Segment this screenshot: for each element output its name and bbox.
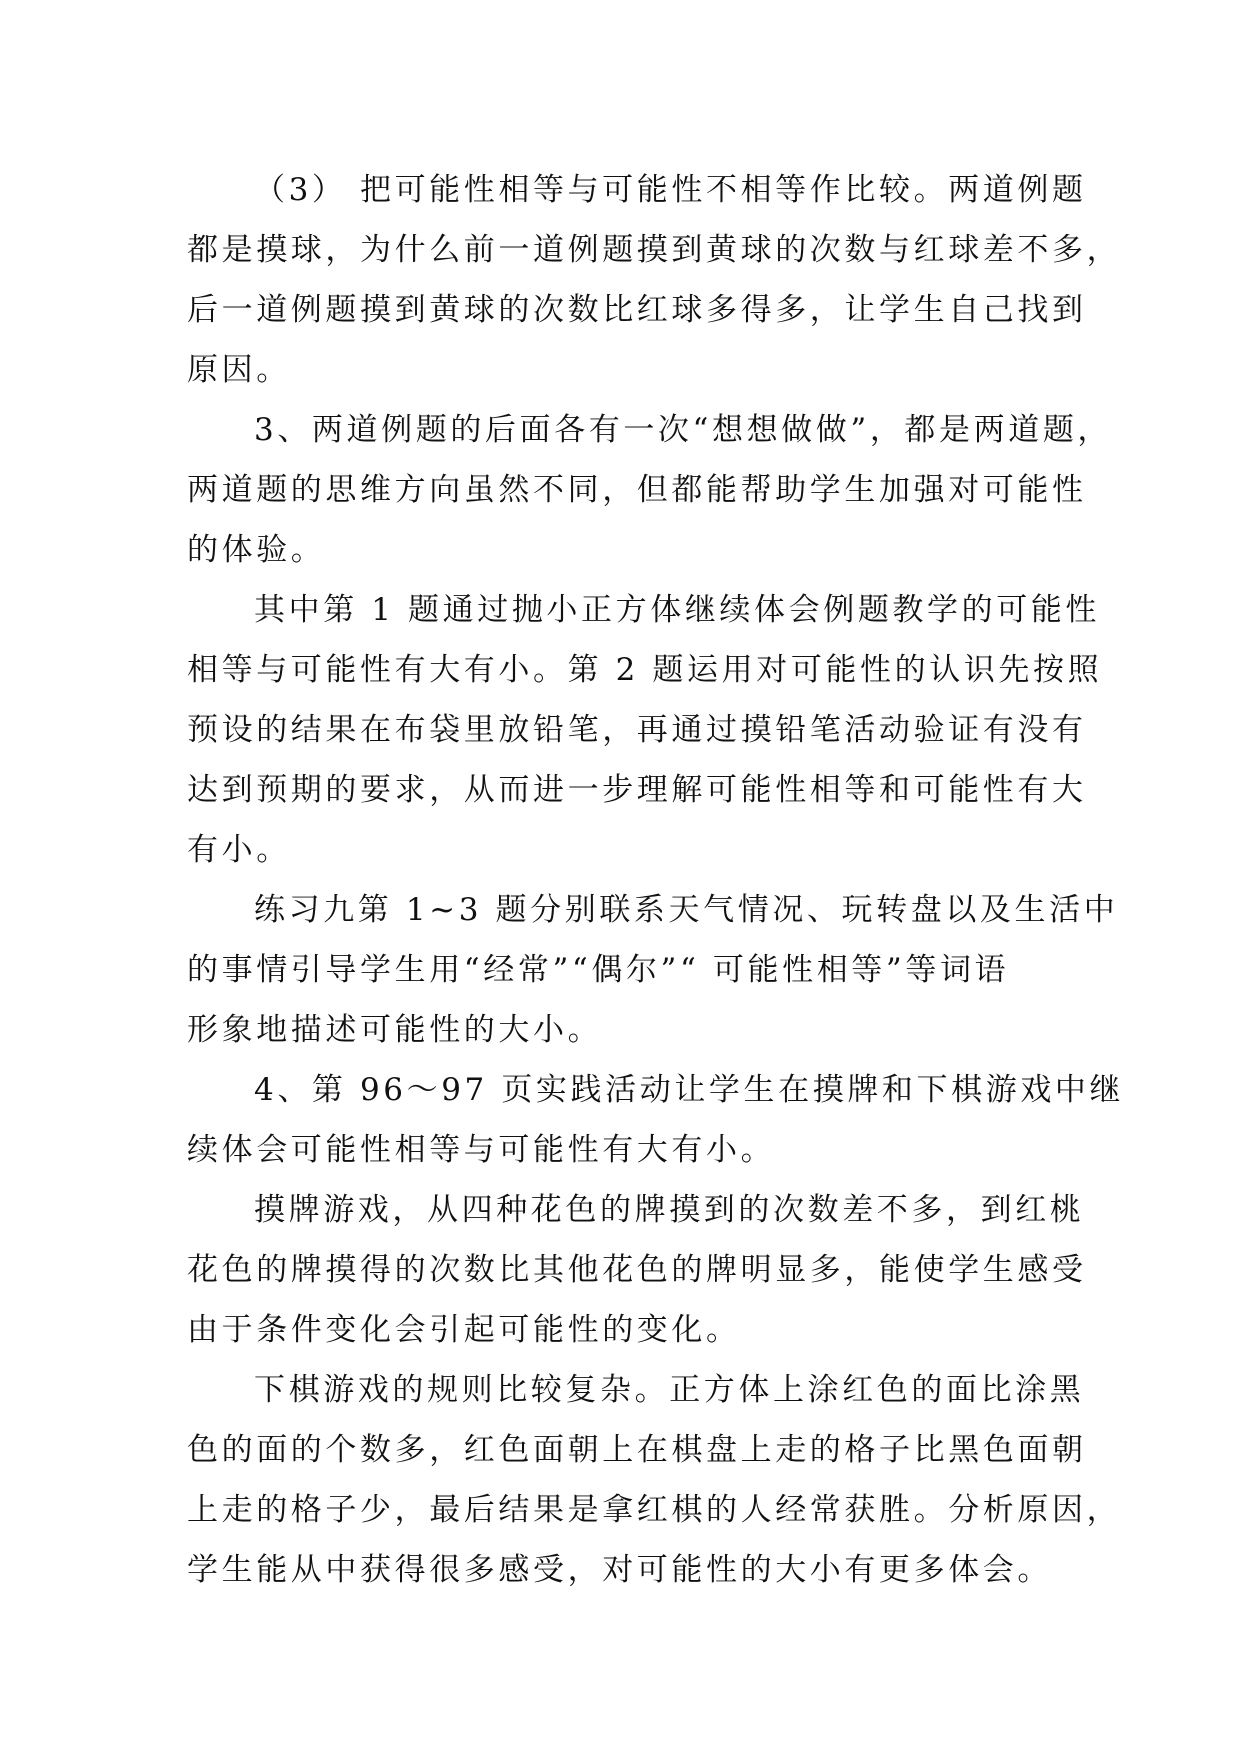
paragraph-card-game (187, 1180, 1087, 1360)
document-body (187, 160, 1125, 1600)
paragraph-comparison (187, 160, 1122, 400)
text-line: 色的面的个数多，红色面朝上在棋盘上走的格子比黑色面朝 (187, 1432, 1087, 1468)
text-line: 达到预期的要求，从而进一步理解可能性相等和可能性有大 (187, 772, 1087, 808)
text-line: 有小。 (187, 832, 291, 868)
text-line: 续体会可能性相等与可能性有大有小。 (187, 1132, 776, 1168)
paragraph-practice-activity (187, 1060, 1125, 1180)
text-line: 两道题的思维方向虽然不同，但都能帮助学生加强对可能性 (187, 472, 1087, 508)
text-line: 上走的格子少，最后结果是拿红棋的人经常获胜。分析原因， (187, 1492, 1122, 1528)
text-line: 4、第 96～97 页实践活动让学生在摸牌和下棋游戏中继 (254, 1072, 1125, 1108)
text-line: 的事情引导学生用“经常”“偶尔”“ 可能性相等”等词语 (187, 952, 1010, 988)
text-line: 后一道例题摸到黄球的次数比红球多得多，让学生自己找到 (187, 292, 1087, 328)
text-line: 学生能从中获得很多感受，对可能性的大小有更多体会。 (187, 1552, 1052, 1588)
text-line: 的体验。 (187, 532, 326, 568)
paragraph-think-and-do (187, 400, 1113, 580)
text-line: 摸牌游戏，从四种花色的牌摸到的次数差不多，到红桃 (254, 1192, 1085, 1228)
text-line: 花色的牌摸得的次数比其他花色的牌明显多，能使学生感受 (187, 1252, 1087, 1288)
text-line: 其中第 1 题通过抛小正方体继续体会例题教学的可能性 (254, 592, 1101, 628)
paragraph-practice-nine (187, 880, 1119, 1060)
text-line: 由于条件变化会引起可能性的变化。 (187, 1312, 741, 1348)
text-line: 都是摸球，为什么前一道例题摸到黄球的次数与红球差不多， (187, 232, 1122, 268)
text-line: 预设的结果在布袋里放铅笔，再通过摸铅笔活动验证有没有 (187, 712, 1087, 748)
text-line: 原因。 (187, 352, 291, 388)
paragraph-exercises (187, 580, 1103, 880)
text-line: 形象地描述可能性的大小。 (187, 1012, 603, 1048)
text-line: 相等与可能性有大有小。第 2 题运用对可能性的认识先按照 (187, 652, 1103, 688)
text-line: 练习九第 1~3 题分别联系天气情况、玩转盘以及生活中 (254, 892, 1119, 928)
text-line: 下棋游戏的规则比较复杂。正方体上涂红色的面比涂黑 (254, 1372, 1085, 1408)
text-line: （3） 把可能性相等与可能性不相等作比较。两道例题 (254, 172, 1087, 208)
paragraph-chess-game (187, 1360, 1122, 1600)
text-line: 3、两道例题的后面各有一次“想想做做”，都是两道题， (254, 412, 1113, 448)
